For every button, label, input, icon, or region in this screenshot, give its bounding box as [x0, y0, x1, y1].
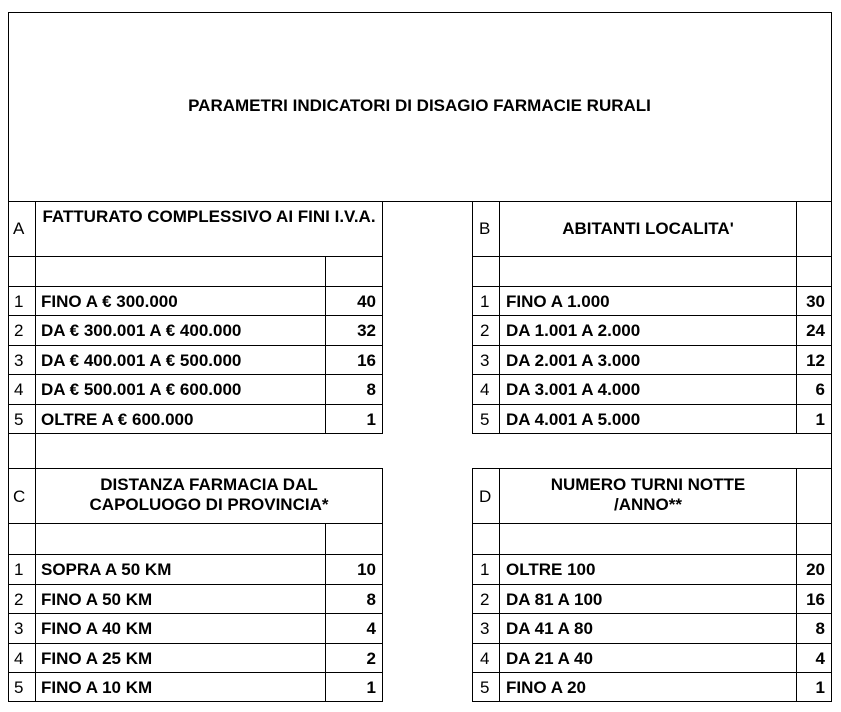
section-letter: C	[13, 487, 26, 506]
row-value: 4	[366, 619, 376, 638]
row-label: DA 41 A 80	[506, 619, 593, 638]
row-number: 2	[14, 321, 24, 340]
row-value: 16	[806, 590, 825, 609]
section-heading: FATTURATO COMPLESSIVO AI FINI I.V.A.	[42, 207, 376, 226]
row-number: 4	[14, 649, 24, 668]
row-number: 5	[14, 678, 24, 697]
section-letter: D	[479, 487, 492, 506]
row-number: 3	[480, 351, 490, 370]
row-value: 16	[357, 351, 376, 370]
row-value: 2	[366, 649, 376, 668]
section-letter: B	[479, 219, 491, 238]
row-label: FINO A 10 KM	[41, 678, 153, 697]
section-heading: ABITANTI LOCALITA'	[562, 219, 734, 238]
row-value: 12	[806, 351, 825, 370]
row-label: DA 3.001 A 4.000	[506, 380, 641, 399]
row-label: FINO A 50 KM	[41, 590, 153, 609]
row-number: 5	[480, 678, 490, 697]
row-label: DA 4.001 A 5.000	[506, 410, 641, 429]
row-number: 2	[14, 590, 24, 609]
row-number: 3	[14, 351, 24, 370]
row-number: 1	[14, 292, 24, 311]
row-number: 2	[480, 321, 490, 340]
row-number: 3	[480, 619, 490, 638]
row-label: DA 81 A 100	[506, 590, 603, 609]
row-number: 1	[480, 292, 490, 311]
row-number: 4	[14, 380, 24, 399]
row-label: FINO A 40 KM	[41, 619, 153, 638]
row-number: 3	[14, 619, 24, 638]
row-number: 2	[480, 590, 490, 609]
page-title: PARAMETRI INDICATORI DI DISAGIO FARMACIE RURALI	[188, 96, 651, 115]
row-value: 6	[815, 380, 825, 399]
row-value: 1	[366, 410, 376, 429]
row-value: 4	[815, 649, 825, 668]
section-heading: NUMERO TURNI NOTTE /ANNO**	[550, 475, 746, 514]
row-label: DA € 500.001 A € 600.000	[41, 380, 242, 399]
row-label: FINO A € 300.000	[41, 292, 178, 311]
row-number: 4	[480, 380, 490, 399]
row-number: 5	[14, 410, 24, 429]
row-value: 10	[357, 560, 376, 579]
row-label: DA 1.001 A 2.000	[506, 321, 641, 340]
row-value: 40	[357, 292, 376, 311]
row-label: SOPRA A 50 KM	[41, 560, 172, 579]
row-label: FINO A 25 KM	[41, 649, 153, 668]
row-label: DA 2.001 A 3.000	[506, 351, 641, 370]
row-label: DA € 300.001 A € 400.000	[41, 321, 242, 340]
row-value: 8	[815, 619, 825, 638]
row-number: 1	[480, 560, 490, 579]
row-value: 30	[806, 292, 825, 311]
row-label: OLTRE 100	[506, 560, 596, 579]
row-label: FINO A 20	[506, 678, 586, 697]
row-number: 5	[480, 410, 490, 429]
row-label: DA € 400.001 A € 500.000	[41, 351, 242, 370]
section-heading: DISTANZA FARMACIA DAL CAPOLUOGO DI PROVINCIA*	[89, 475, 329, 514]
row-value: 1	[366, 678, 376, 697]
row-value: 24	[806, 321, 825, 340]
row-value: 1	[815, 410, 825, 429]
row-value: 8	[366, 380, 376, 399]
row-label: DA 21 A 40	[506, 649, 593, 668]
row-value: 32	[357, 321, 376, 340]
row-number: 4	[480, 649, 490, 668]
row-value: 8	[366, 590, 376, 609]
row-value: 20	[806, 560, 825, 579]
row-label: FINO A 1.000	[506, 292, 610, 311]
row-number: 1	[14, 560, 24, 579]
row-label: OLTRE A € 600.000	[41, 410, 194, 429]
row-value: 1	[815, 678, 825, 697]
section-letter: A	[13, 219, 25, 238]
